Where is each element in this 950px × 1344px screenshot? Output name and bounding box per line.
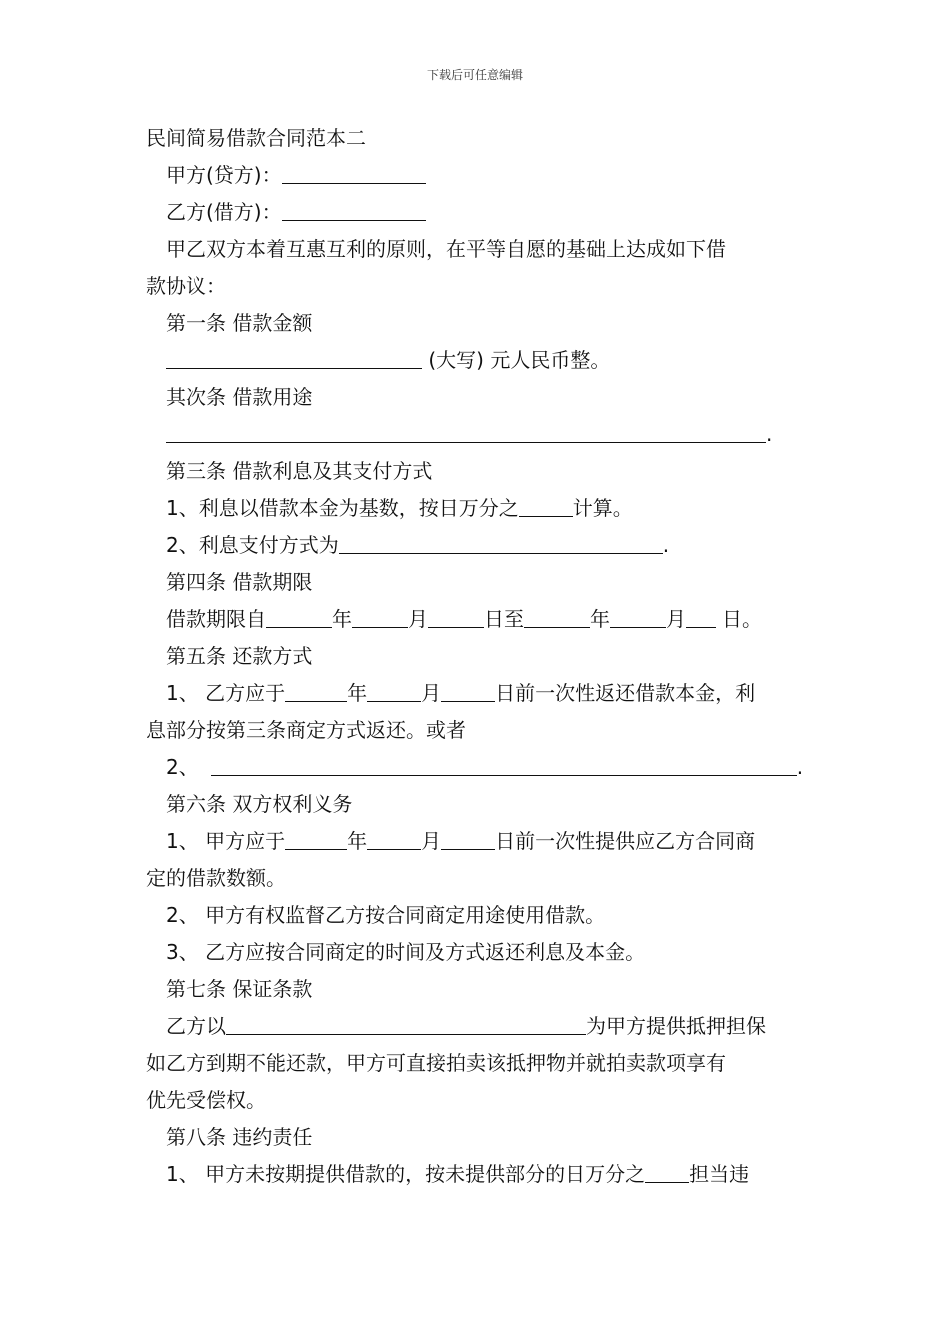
repay-month-blank[interactable] (367, 679, 421, 702)
item-2-label: 2、 (166, 755, 199, 779)
provide-text: 1、 甲方应于 (166, 829, 286, 853)
interest-rate-blank[interactable] (519, 494, 573, 517)
intro-line-1: 甲乙双方本着互惠互利的原则，在平等自愿的基础上达成如下借 (166, 237, 726, 261)
collateral-blank[interactable] (226, 1012, 586, 1035)
party-b-label: 乙方(借方)： (166, 200, 282, 224)
provide-text-2: 日前一次性提供应乙方合同商 (495, 829, 756, 853)
contract-title: 民间简易借款合同范本二 (146, 126, 366, 150)
breach-rate-blank[interactable] (645, 1160, 689, 1183)
article-2-title: 其次条 借款用途 (166, 385, 313, 409)
party-a-label: 甲方(贷方)： (166, 163, 282, 187)
article-2-purpose-line (146, 416, 806, 453)
article-8-item-1 (146, 1156, 806, 1193)
article-6-title: 第六条 双方权利义务 (166, 792, 353, 816)
provide-day-blank[interactable] (441, 827, 495, 850)
amount-text: (大写) 元人民币整。 (428, 348, 611, 372)
to-label: 日至 (484, 607, 524, 631)
payment-method-text: 2、利息支付方式为 (166, 533, 339, 557)
article-5-title: 第五条 还款方式 (166, 644, 313, 668)
party-a-line (146, 157, 806, 194)
end-year-blank[interactable] (524, 605, 590, 628)
party-a-blank[interactable] (282, 161, 426, 184)
end-day-blank[interactable] (686, 605, 716, 628)
month-label: 月 (421, 829, 442, 853)
period: . (796, 755, 804, 779)
article-5-item-2 (146, 749, 806, 786)
breach-text: 1、 甲方未按期提供借款的，按未提供部分的日万分之 (166, 1162, 646, 1186)
payment-method-blank[interactable] (339, 531, 663, 554)
purpose-blank[interactable] (166, 420, 766, 443)
collateral-text: 乙方以 (166, 1014, 226, 1038)
article-7-line-3: 优先受偿权。 (146, 1088, 266, 1112)
end-month-blank[interactable] (610, 605, 666, 628)
repay-text: 1、 乙方应于 (166, 681, 286, 705)
article-4-title: 第四条 借款期限 (166, 570, 313, 594)
year-label: 年 (590, 607, 610, 631)
year-label: 年 (347, 681, 368, 705)
article-6-item-1-cont: 定的借款数额。 (146, 866, 286, 890)
article-3-item-2 (146, 527, 806, 564)
article-1-amount-line (146, 342, 806, 379)
year-label: 年 (332, 607, 352, 631)
interest-rate-text: 1、利息以借款本金为基数，按日万分之 (166, 496, 519, 520)
provide-year-blank[interactable] (285, 827, 347, 850)
amount-blank[interactable] (166, 346, 422, 369)
start-year-blank[interactable] (266, 605, 332, 628)
month-label: 月 (666, 607, 686, 631)
party-b-line (146, 194, 806, 231)
repay-text-2: 日前一次性返还借款本金，利 (495, 681, 756, 705)
period: . (766, 422, 773, 446)
month-label: 月 (408, 607, 428, 631)
article-1-title: 第一条 借款金额 (166, 311, 313, 335)
year-label: 年 (347, 829, 368, 853)
article-7-line-2: 如乙方到期不能还款，甲方可直接拍卖该抵押物并就拍卖款项享有 (146, 1051, 726, 1075)
period: . (662, 533, 670, 557)
intro-line-2: 款协议： (146, 274, 226, 298)
collateral-text-2: 为甲方提供抵押担保 (586, 1014, 766, 1038)
provide-month-blank[interactable] (367, 827, 421, 850)
party-b-blank[interactable] (282, 198, 426, 221)
day-end-label: 日。 (722, 607, 762, 631)
start-day-blank[interactable] (428, 605, 484, 628)
start-month-blank[interactable] (352, 605, 408, 628)
article-5-item-1 (146, 675, 806, 712)
article-6-item-1 (146, 823, 806, 860)
article-7-title: 第七条 保证条款 (166, 977, 313, 1001)
term-text: 借款期限自 (166, 607, 266, 631)
repay-day-blank[interactable] (441, 679, 495, 702)
article-7-line-1 (146, 1008, 806, 1045)
breach-text-2: 担当违 (689, 1162, 750, 1186)
interest-rate-suffix: 计算。 (572, 496, 633, 520)
article-3-item-1 (146, 490, 806, 527)
repay-year-blank[interactable] (285, 679, 347, 702)
month-label: 月 (421, 681, 442, 705)
contract-document (146, 120, 806, 1193)
article-3-title: 第三条 借款利息及其支付方式 (166, 459, 433, 483)
alt-repay-blank[interactable] (211, 753, 797, 776)
article-8-title: 第八条 违约责任 (166, 1125, 313, 1149)
article-4-term-line (146, 601, 806, 638)
header-note: 下载后可任意编辑 (426, 68, 523, 82)
article-6-item-2: 2、 甲方有权监督乙方按合同商定用途使用借款。 (166, 903, 606, 927)
article-5-item-1-cont: 息部分按第三条商定方式返还。或者 (146, 718, 466, 742)
article-6-item-3: 3、 乙方应按合同商定的时间及方式返还利息及本金。 (166, 940, 646, 964)
